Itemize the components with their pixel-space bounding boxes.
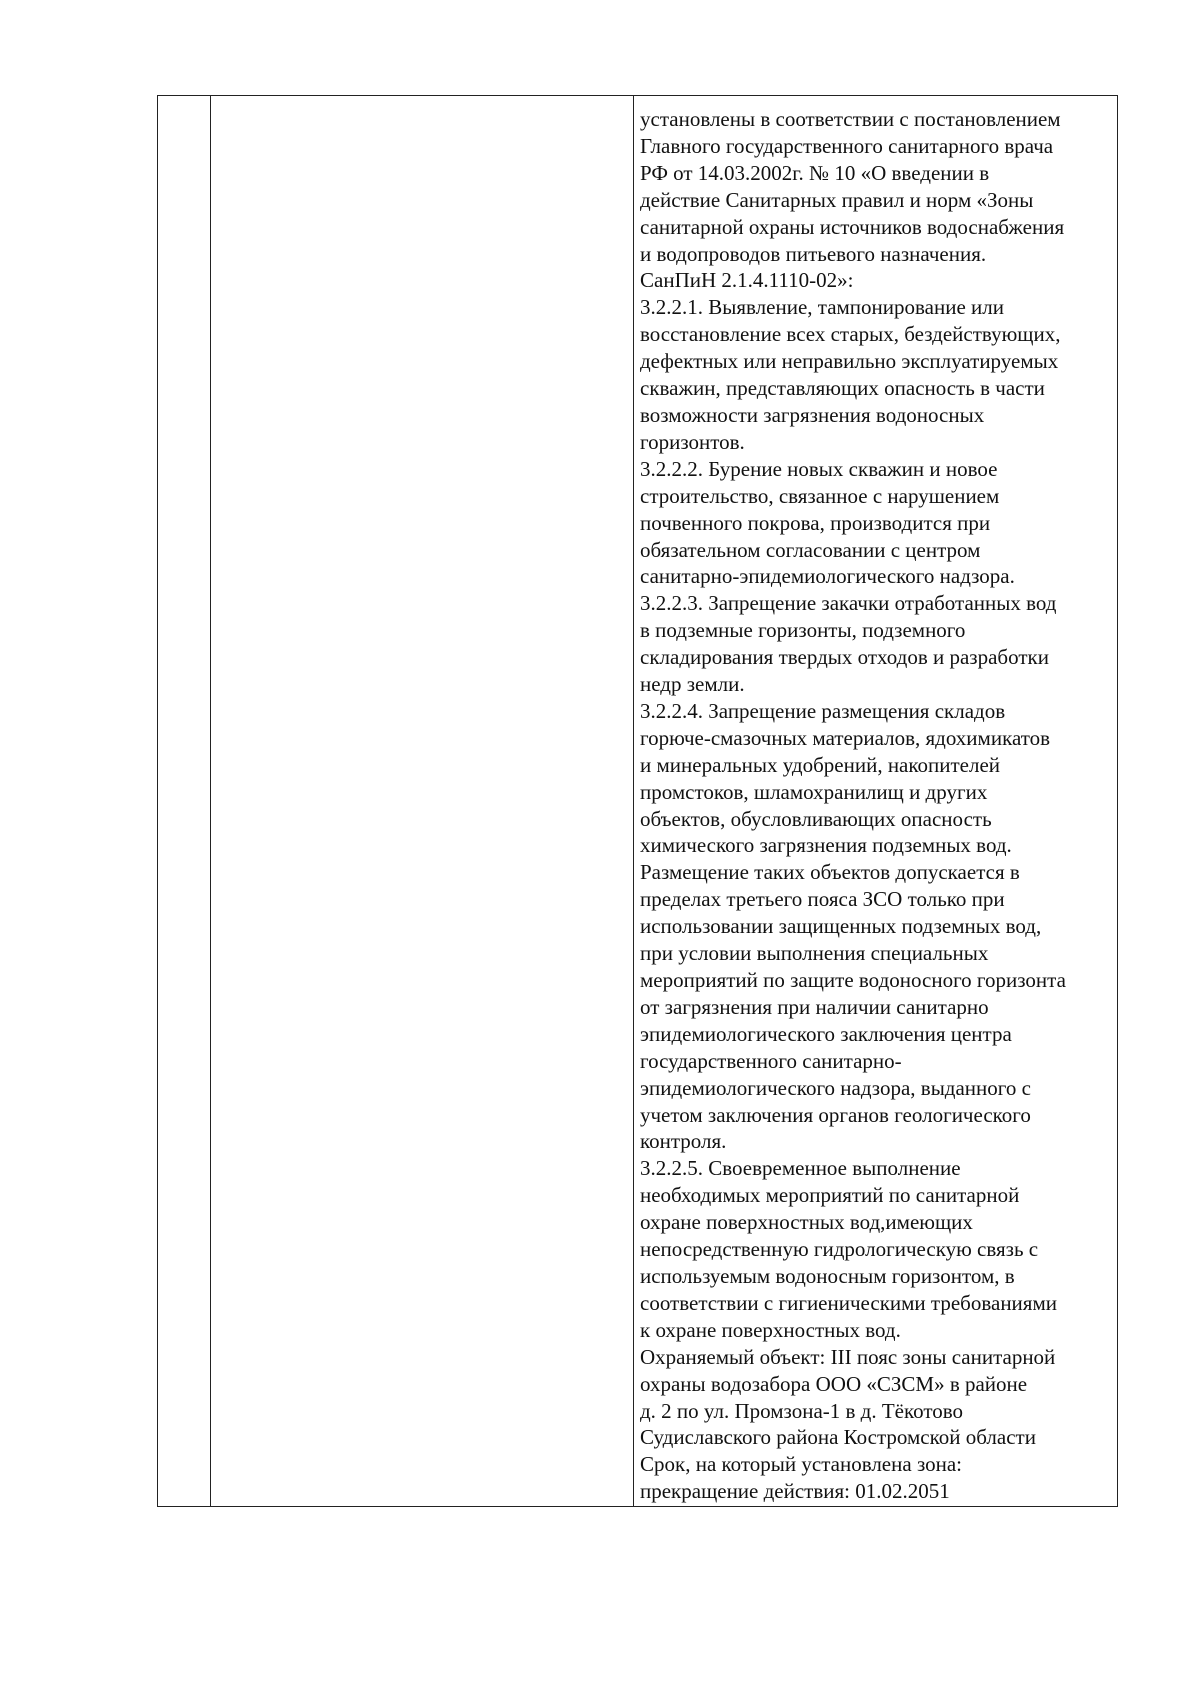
description-line: пределах третьего пояса ЗСО только при [640, 887, 1005, 912]
description-line: Размещение таких объектов допускается в [640, 860, 1020, 885]
description-line: восстановление всех старых, бездействующих, [640, 322, 1061, 347]
description-line: д. 2 по ул. Промзона-1 в д. Тёкотово [640, 1398, 964, 1423]
description-line: используемым водоносным горизонтом, в [640, 1263, 1015, 1288]
description-line: 3.2.2.5. Своевременное выполнение [640, 1156, 961, 1181]
description-line: при условии выполнения специальных [640, 941, 989, 966]
row-description-cell [634, 96, 1117, 1506]
description-line: складирования твердых отходов и разработки [640, 645, 1049, 670]
description-line: действие Санитарных правил и норм «Зоны [640, 187, 1034, 212]
description-line: соответствии с гигиеническими требованиями [640, 1290, 1057, 1315]
description-line: возможности загрязнения водоносных [640, 402, 985, 427]
row-name-cell [211, 96, 634, 1506]
description-line: дефектных или неправильно эксплуатируемых [640, 349, 1059, 374]
description-line: непосредственную гидрологическую связь с [640, 1237, 1039, 1262]
description-line: государственного санитарно- [640, 1048, 902, 1073]
description-line: промстоков, шламохранилищ и других [640, 779, 988, 804]
description-line: и минеральных удобрений, накопителей [640, 752, 1001, 777]
description-line: скважин, представляющих опасность в части [640, 376, 1045, 401]
description-line: горизонтов. [640, 429, 745, 454]
description-line: необходимых мероприятий по санитарной [640, 1183, 1020, 1208]
description-line: объектов, обусловливающих опасность [640, 806, 992, 831]
row-number-cell [158, 96, 211, 1506]
description-line: горюче-смазочных материалов, ядохимикатов [640, 725, 1051, 750]
description-line: строительство, связанное с нарушением [640, 483, 1000, 508]
description-line: эпидемиологического надзора, выданного с [640, 1075, 1031, 1100]
description-line: Судиславского района Костромской области [640, 1425, 1036, 1450]
description-line: в подземные горизонты, подземного [640, 618, 966, 643]
description-line: контроля. [640, 1129, 727, 1154]
document-table [157, 95, 1118, 1507]
description-line: химического загрязнения подземных вод. [640, 833, 1012, 858]
description-line: 3.2.2.2. Бурение новых скважин и новое [640, 456, 998, 481]
description-line: прекращение действия: 01.02.2051 [640, 1479, 950, 1504]
description-line: установлены в соответствии с постановлением [640, 107, 1061, 131]
description-line: 3.2.2.4. Запрещение размещения складов [640, 698, 1006, 723]
description-line: почвенного покрова, производится при [640, 510, 991, 535]
description-line: к охране поверхностных вод. [640, 1317, 901, 1342]
description-line: эпидемиологического заключения центра [640, 1021, 1012, 1046]
description-line: санитарно-эпидемиологического надзора. [640, 564, 1015, 589]
description-line: санитарной охраны источников водоснабжения [640, 214, 1065, 239]
description-line: и водопроводов питьевого назначения. [640, 241, 987, 266]
description-line: учетом заключения органов геологического [640, 1102, 1031, 1127]
description-line: Срок, на который установлена зона: [640, 1452, 963, 1477]
description-line: СанПиН 2.1.4.1110-02»: [640, 268, 854, 293]
description-line: 3.2.2.3. Запрещение закачки отработанных вод [640, 591, 1057, 616]
description-line: от загрязнения при наличии санитарно [640, 994, 989, 1019]
description-line: РФ от 14.03.2002г. № 10 «О введении в [640, 160, 990, 185]
description-line: Охраняемый объект: III пояс зоны санитарной [640, 1344, 1056, 1369]
description-line: 3.2.2.1. Выявление, тампонирование или [640, 295, 1004, 320]
description-line: использовании защищенных подземных вод, [640, 914, 1042, 939]
description-line: обязательном согласовании с центром [640, 537, 981, 562]
description-line: Главного государственного санитарного врача [640, 133, 1054, 158]
description-line: мероприятий по защите водоносного горизонта [640, 968, 1066, 992]
description-line: охране поверхностных вод,имеющих [640, 1210, 973, 1235]
description-line: недр земли. [640, 672, 745, 697]
description-line: охраны водозабора ООО «СЗСМ» в районе [640, 1371, 1028, 1396]
